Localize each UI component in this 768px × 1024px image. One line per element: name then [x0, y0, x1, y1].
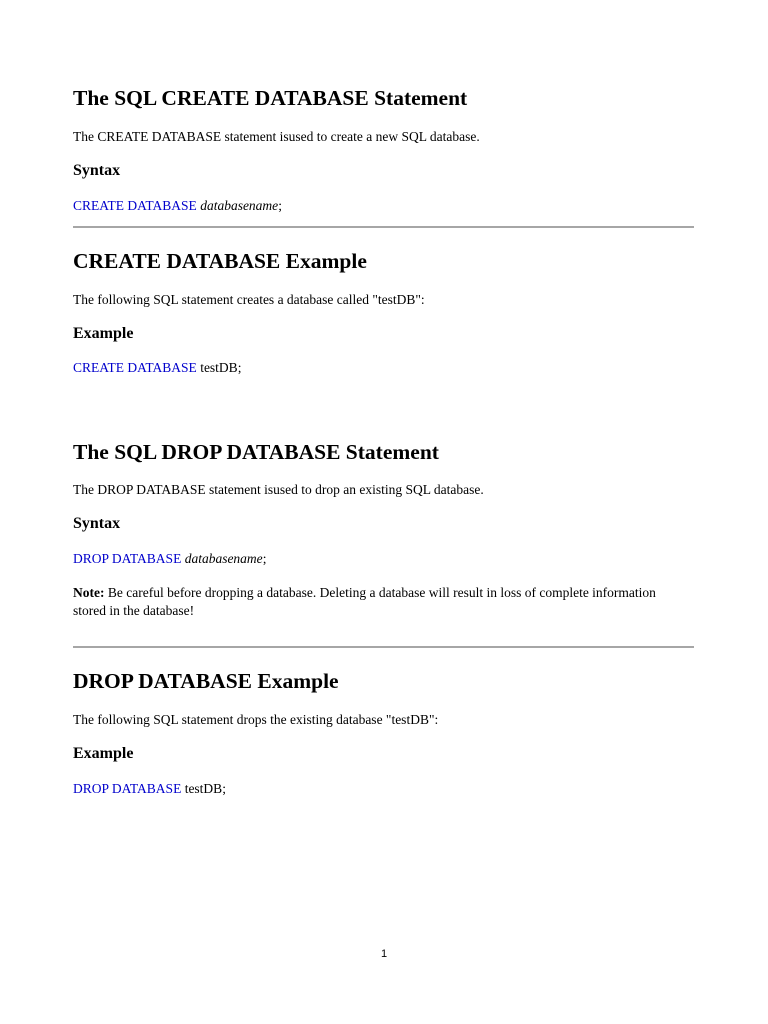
code-line-drop-example — [73, 780, 226, 798]
sql-keyword: DROP DATABASE — [73, 551, 182, 566]
note-label: Note: — [73, 585, 105, 600]
code-line-drop-syntax — [73, 550, 266, 568]
section-title-drop-statement: The SQL DROP DATABASE Statement — [73, 440, 439, 464]
section-description-drop-statement: The DROP DATABASE statement isused to drop an existing SQL database. — [73, 482, 484, 497]
sql-argument: databasename — [184, 551, 263, 566]
section-title-drop-example: DROP DATABASE Example — [73, 669, 339, 693]
page-number: 1 — [380, 948, 388, 960]
section-divider — [73, 226, 694, 228]
note-text: Be careful before dropping a database. Deleting a database will result in loss of complete information stored in the database! — [73, 585, 656, 618]
example-heading-drop: Example — [73, 745, 134, 762]
section-description-create-example: The following SQL statement creates a database called "testDB": — [73, 292, 425, 307]
section-divider — [73, 646, 694, 648]
sql-keyword: DROP DATABASE — [73, 781, 182, 796]
example-heading-create: Example — [73, 325, 134, 342]
code-line-create-example — [73, 359, 241, 377]
syntax-heading-create: Syntax — [73, 162, 121, 179]
sql-terminator: ; — [278, 198, 282, 213]
section-title-create-statement: The SQL CREATE DATABASE Statement — [73, 86, 468, 110]
section-title-create-example: CREATE DATABASE Example — [73, 249, 367, 273]
sql-keyword: CREATE DATABASE — [73, 360, 197, 375]
section-description-create-statement: The CREATE DATABASE statement isused to create a new SQL database. — [73, 129, 480, 144]
sql-argument: testDB; — [200, 360, 242, 375]
sql-argument: databasename — [200, 198, 279, 213]
sql-terminator: ; — [262, 551, 267, 566]
section-description-drop-example: The following SQL statement drops the existing database "testDB": — [73, 712, 439, 727]
sql-argument: testDB; — [184, 781, 226, 796]
syntax-heading-drop: Syntax — [73, 515, 121, 532]
warning-note — [73, 584, 673, 620]
code-line-create-syntax — [73, 197, 282, 215]
sql-keyword: CREATE DATABASE — [73, 198, 197, 213]
